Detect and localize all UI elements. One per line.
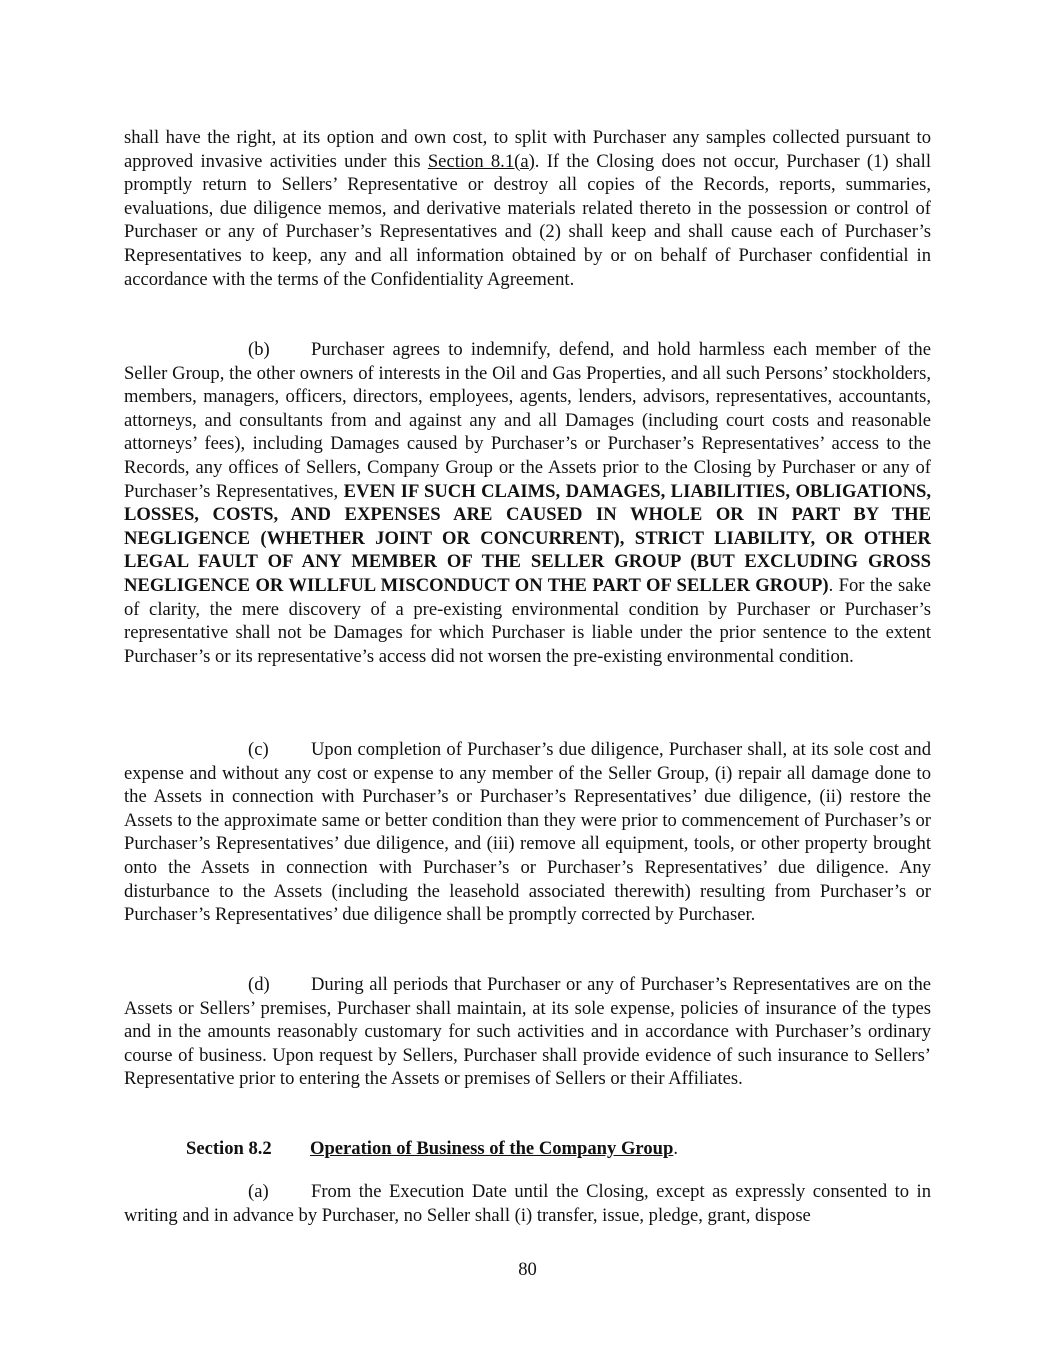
section-reference: Section 8.1(a) [427,150,535,172]
paragraph-d [124,973,931,1091]
bold-disclaimer: EVEN IF SUCH CLAIMS, DAMAGES, LIABILITIES, OBLIGATIONS, LOSSES, COSTS, AND EXPENSES ARE CAUSED IN WHOLE OR IN PART BY THE NEGLIGENCE (WHETHER JOINT OR CONCURRENT), STRICT LIABILITY, OR OTHER LEGAL FAULT OF ANY MEMBER OF THE SELLER GROUP (BUT EXCLUDING GROSS NEGLIGENCE OR WILLFUL MISCONDUCT ON THE PART OF SELLER GROUP) [124,480,931,596]
paragraph-continuation [124,126,931,291]
paragraph-text: (b) Purchaser agrees to indemnify, defend, and hold harmless each member of the Seller Group, the other owners of interests in the Oil and Gas Properties, and all such Persons’ stockholders, members, managers, officers, directors, employees, agents, lenders, advisors, representatives, accountants, attorneys, and consultants from and against any and all Damages (including court costs and reasonable attorneys’ fees), including Damages caused by Purchaser’s or Purchaser’s Representatives’ access to the Records, any offices of Sellers, Company Group or the Assets prior to the Closing by Purchaser or any of Purchaser’s Representatives, EVEN IF SUCH CLAIMS, DAMAGES, LIABILITIES, OBLIGATIONS, LOSSES, COSTS, AND EXPENSES ARE CAUSED IN WHOLE OR IN PART BY THE NEGLIGENCE (WHETHER JOINT OR CONCURRENT), STRICT LIABILITY, OR OTHER LEGAL FAULT OF ANY MEMBER OF THE SELLER GROUP (BUT EXCLUDING GROSS NEGLIGENCE OR WILLFUL MISCONDUCT ON THE PART OF SELLER GROUP). For the sake of clarity, the mere discovery of a pre-existing environmental condition by Purchaser or Purchaser’s representative shall not be Damages for which Purchaser is liable under the prior sentence to the extent Purchaser’s or its representative’s access did not worsen the pre-existing environmental condition. [124,339,931,667]
paragraph-label: (b) [248,339,270,360]
paragraph-text: shall have the right, at its option and own cost, to split with Purchaser any samples collected pursuant to approved invasive activities under this Section 8.1(a). If the Closing does not occur, Purchaser (1) shall promptly return to Sellers’ Representative or destroy all copies of the Records, reports, summaries, evaluations, due diligence memos, and derivative materials related thereto in the possession or control of Purchaser or any of Purchaser’s Representatives and (2) shall keep and shall cause each of Purchaser’s Representatives to keep, any and all information obtained by or on behalf of Purchaser confidential in accordance with the terms of the Confidentiality Agreement. [124,127,931,290]
page-number: 80 [518,1259,537,1280]
paragraph-text: (d) During all periods that Purchaser or any of Purchaser’s Representatives are on the Assets or Sellers’ premises, Purchaser shall maintain, at its sole expense, policies of insurance of the types and in the amounts reasonably customary for such activities and in accordance with Purchaser’s ordinary course of business. Upon request by Sellers, Purchaser shall provide evidence of such insurance to Sellers’ Representative prior to entering the Assets or premises of Sellers or their Affiliates. [124,974,931,1090]
paragraph-label: (c) [248,739,269,760]
section-title: Operation of Business of the Company Group [310,1138,674,1159]
section-heading: Section 8.2 Operation of Business of the Company Group. [186,1138,678,1159]
paragraph-label: (d) [248,974,270,995]
paragraph-b [124,338,931,668]
paragraph-text: (a) From the Execution Date until the Closing, except as expressly consented to in writing and in advance by Purchaser, no Seller shall (i) transfer, issue, pledge, grant, dispose [124,1181,931,1226]
paragraph-label: (a) [248,1181,269,1202]
paragraph-text: (c) Upon completion of Purchaser’s due diligence, Purchaser shall, at its sole cost and expense and without any cost or expense to any member of the Seller Group, (i) repair all damage done to the Assets in connection with Purchaser’s or Purchaser’s Representatives’ due diligence, (ii) restore the Assets to the approximate same or better condition than they were prior to commencement of Purchaser’s or Purchaser’s Representatives’ due diligence, and (iii) remove all equipment, tools, or other property brought onto the Assets in connection with Purchaser’s or Purchaser’s Representatives’ due diligence. Any disturbance to the Assets (including the leasehold associated therewith) resulting from Purchaser’s or Purchaser’s Representatives’ due diligence shall be promptly corrected by Purchaser. [124,739,931,926]
paragraph-c [124,738,931,927]
section-number: Section 8.2 [186,1138,272,1159]
paragraph-8-2-a [124,1180,931,1227]
